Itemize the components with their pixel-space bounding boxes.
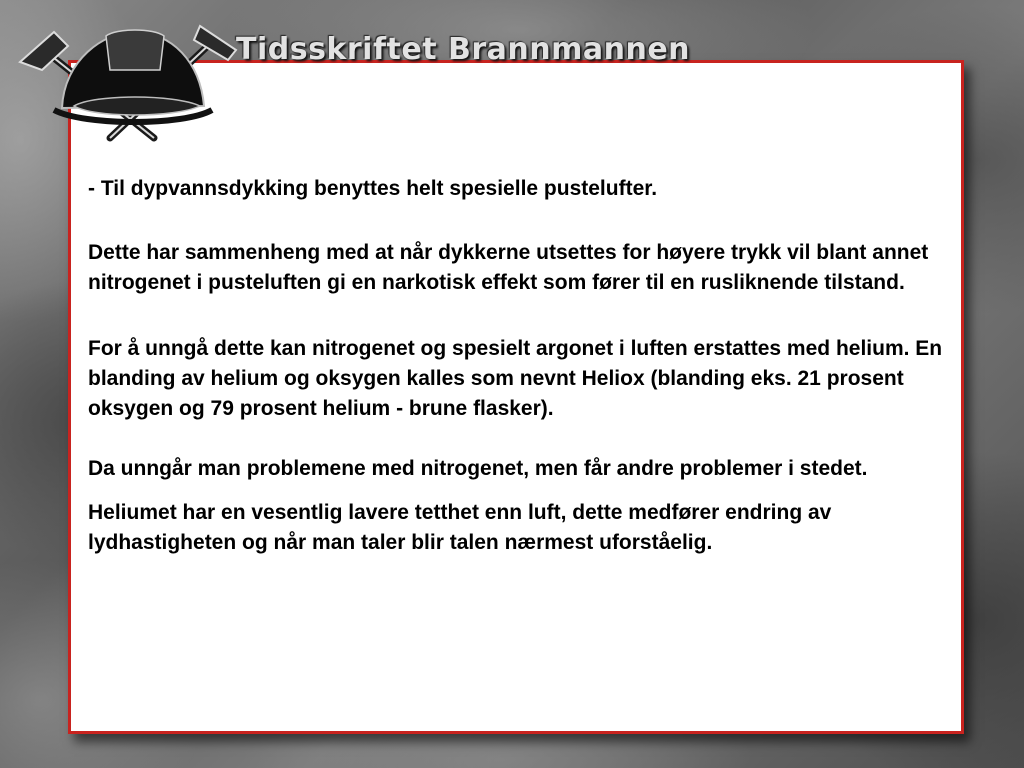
paragraph-helium-density: Heliumet har en vesentlig lavere tetthet enn luft, dette medfører endring av lydhastigheten og når man taler blir talen nærmest uforståelig.	[88, 501, 832, 554]
slide-content	[88, 174, 948, 558]
paragraph-bullet-intro: - Til dypvannsdykking benyttes helt spesielle pustelufter.	[88, 177, 658, 200]
paragraph-heliox: For å unngå dette kan nitrogenet og spesielt argonet i luften erstattes med helium. En blanding av helium og oksygen kalles som nevnt Heliox (blanding eks. 21 prosent oksygen og 79 prosent helium - brune flasker).	[88, 337, 943, 420]
paragraph-nitrogen-effect: Dette har sammenheng med at når dykkerne utsettes for høyere trykk vil blant annet nitrogenet i pusteluften gi en narkotisk effekt som fører til en rusliknende tilstand.	[88, 241, 929, 294]
paragraph-other-problems: Da unngår man problemene med nitrogenet, men får andre problemer i stedet.	[88, 457, 868, 480]
firefighter-helmet-crossed-axes-icon	[14, 10, 244, 150]
brand-title: Tidsskriftet Brannmannen	[236, 32, 691, 67]
